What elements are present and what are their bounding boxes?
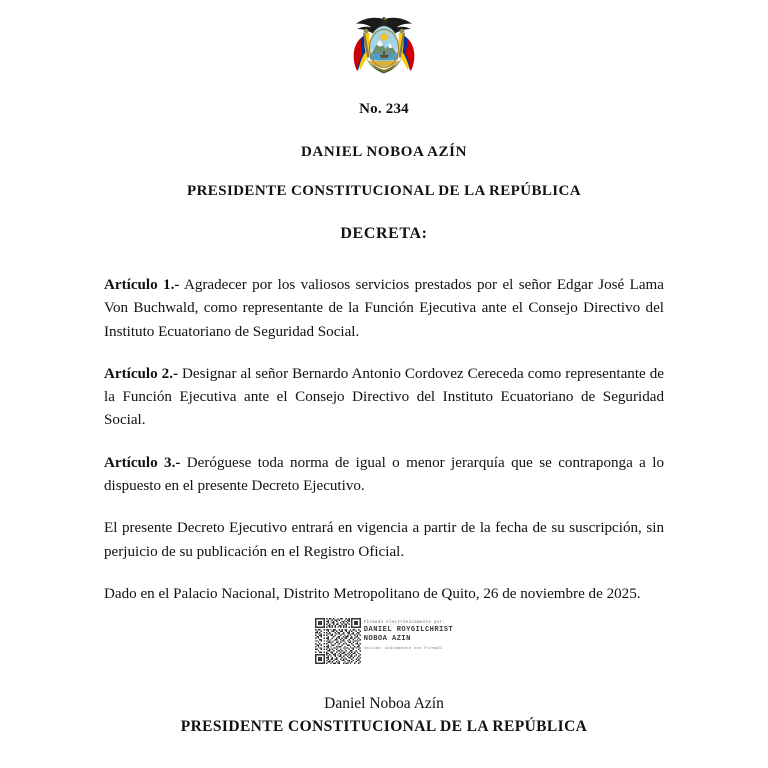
signature-block [0,694,768,738]
ecuador-coat-of-arms-icon [347,12,421,86]
decree-body [104,243,664,606]
article-3 [104,452,664,499]
article-3-label: Artículo 3.- [104,454,181,471]
electronic-signature-stamp [0,618,768,664]
stamp-signed-by-label: Firmado electrónicamente por: [363,621,446,625]
signatory-title: PRESIDENTE CONSTITUCIONAL DE LA REPÚBLICA [180,718,588,735]
qr-code-icon [315,618,361,664]
validity-paragraph: El presente Decreto Ejecutivo entrará en vigencia a partir de la fecha de su suscripción, sin perjuicio de su publicación en el Registro Oficial. [104,520,664,560]
president-name-heading: DANIEL NOBOA AZÍN [300,144,468,160]
president-title-heading: PRESIDENTE CONSTITUCIONAL DE LA REPÚBLICA [187,183,581,199]
article-2 [104,363,664,433]
article-2-text: Designar al señor Bernardo Antonio Cordovez Cereceda como representante de la Función Ejecutiva ante el Consejo Directivo del Instituto Ecuatoriano de Seguridad Social. [104,365,665,429]
article-2-label: Artículo 2.- [104,365,179,382]
article-1-label: Artículo 1.- [104,277,180,293]
article-1-text: Agradecer por los valiosos servicios prestados por el señor Edgar José Lama Von Buchwald, como representante de la Función Ejecutiva ante el Consejo Directivo del Instituto Ecuatoriano de Seguridad Social. [104,277,664,340]
stamp-signer-name-line1: DANIEL ROYGILCHRIST [363,626,454,635]
stamp-inner [315,618,453,664]
stamp-validation-note: Validar únicamente con FirmaEC [363,647,443,652]
decree-number: No. 234 [359,101,409,117]
signatory-name: Daniel Noboa Azín [324,695,444,712]
article-3-text: Deróguese toda norma de igual o menor jerarquía que se contraponga a lo dispuesto en el presente Decreto Ejecutivo. [104,454,664,495]
decreta-heading: DECRETA: [340,225,428,242]
place-date-paragraph: Dado en el Palacio Nacional, Distrito Metropolitano de Quito, 26 de noviembre de 2025. [104,585,641,602]
stamp-signer-name-line2: NOBOA AZIN [363,635,411,644]
stamp-text-block [364,618,453,652]
article-1 [104,274,664,344]
emblem-container [0,0,768,91]
